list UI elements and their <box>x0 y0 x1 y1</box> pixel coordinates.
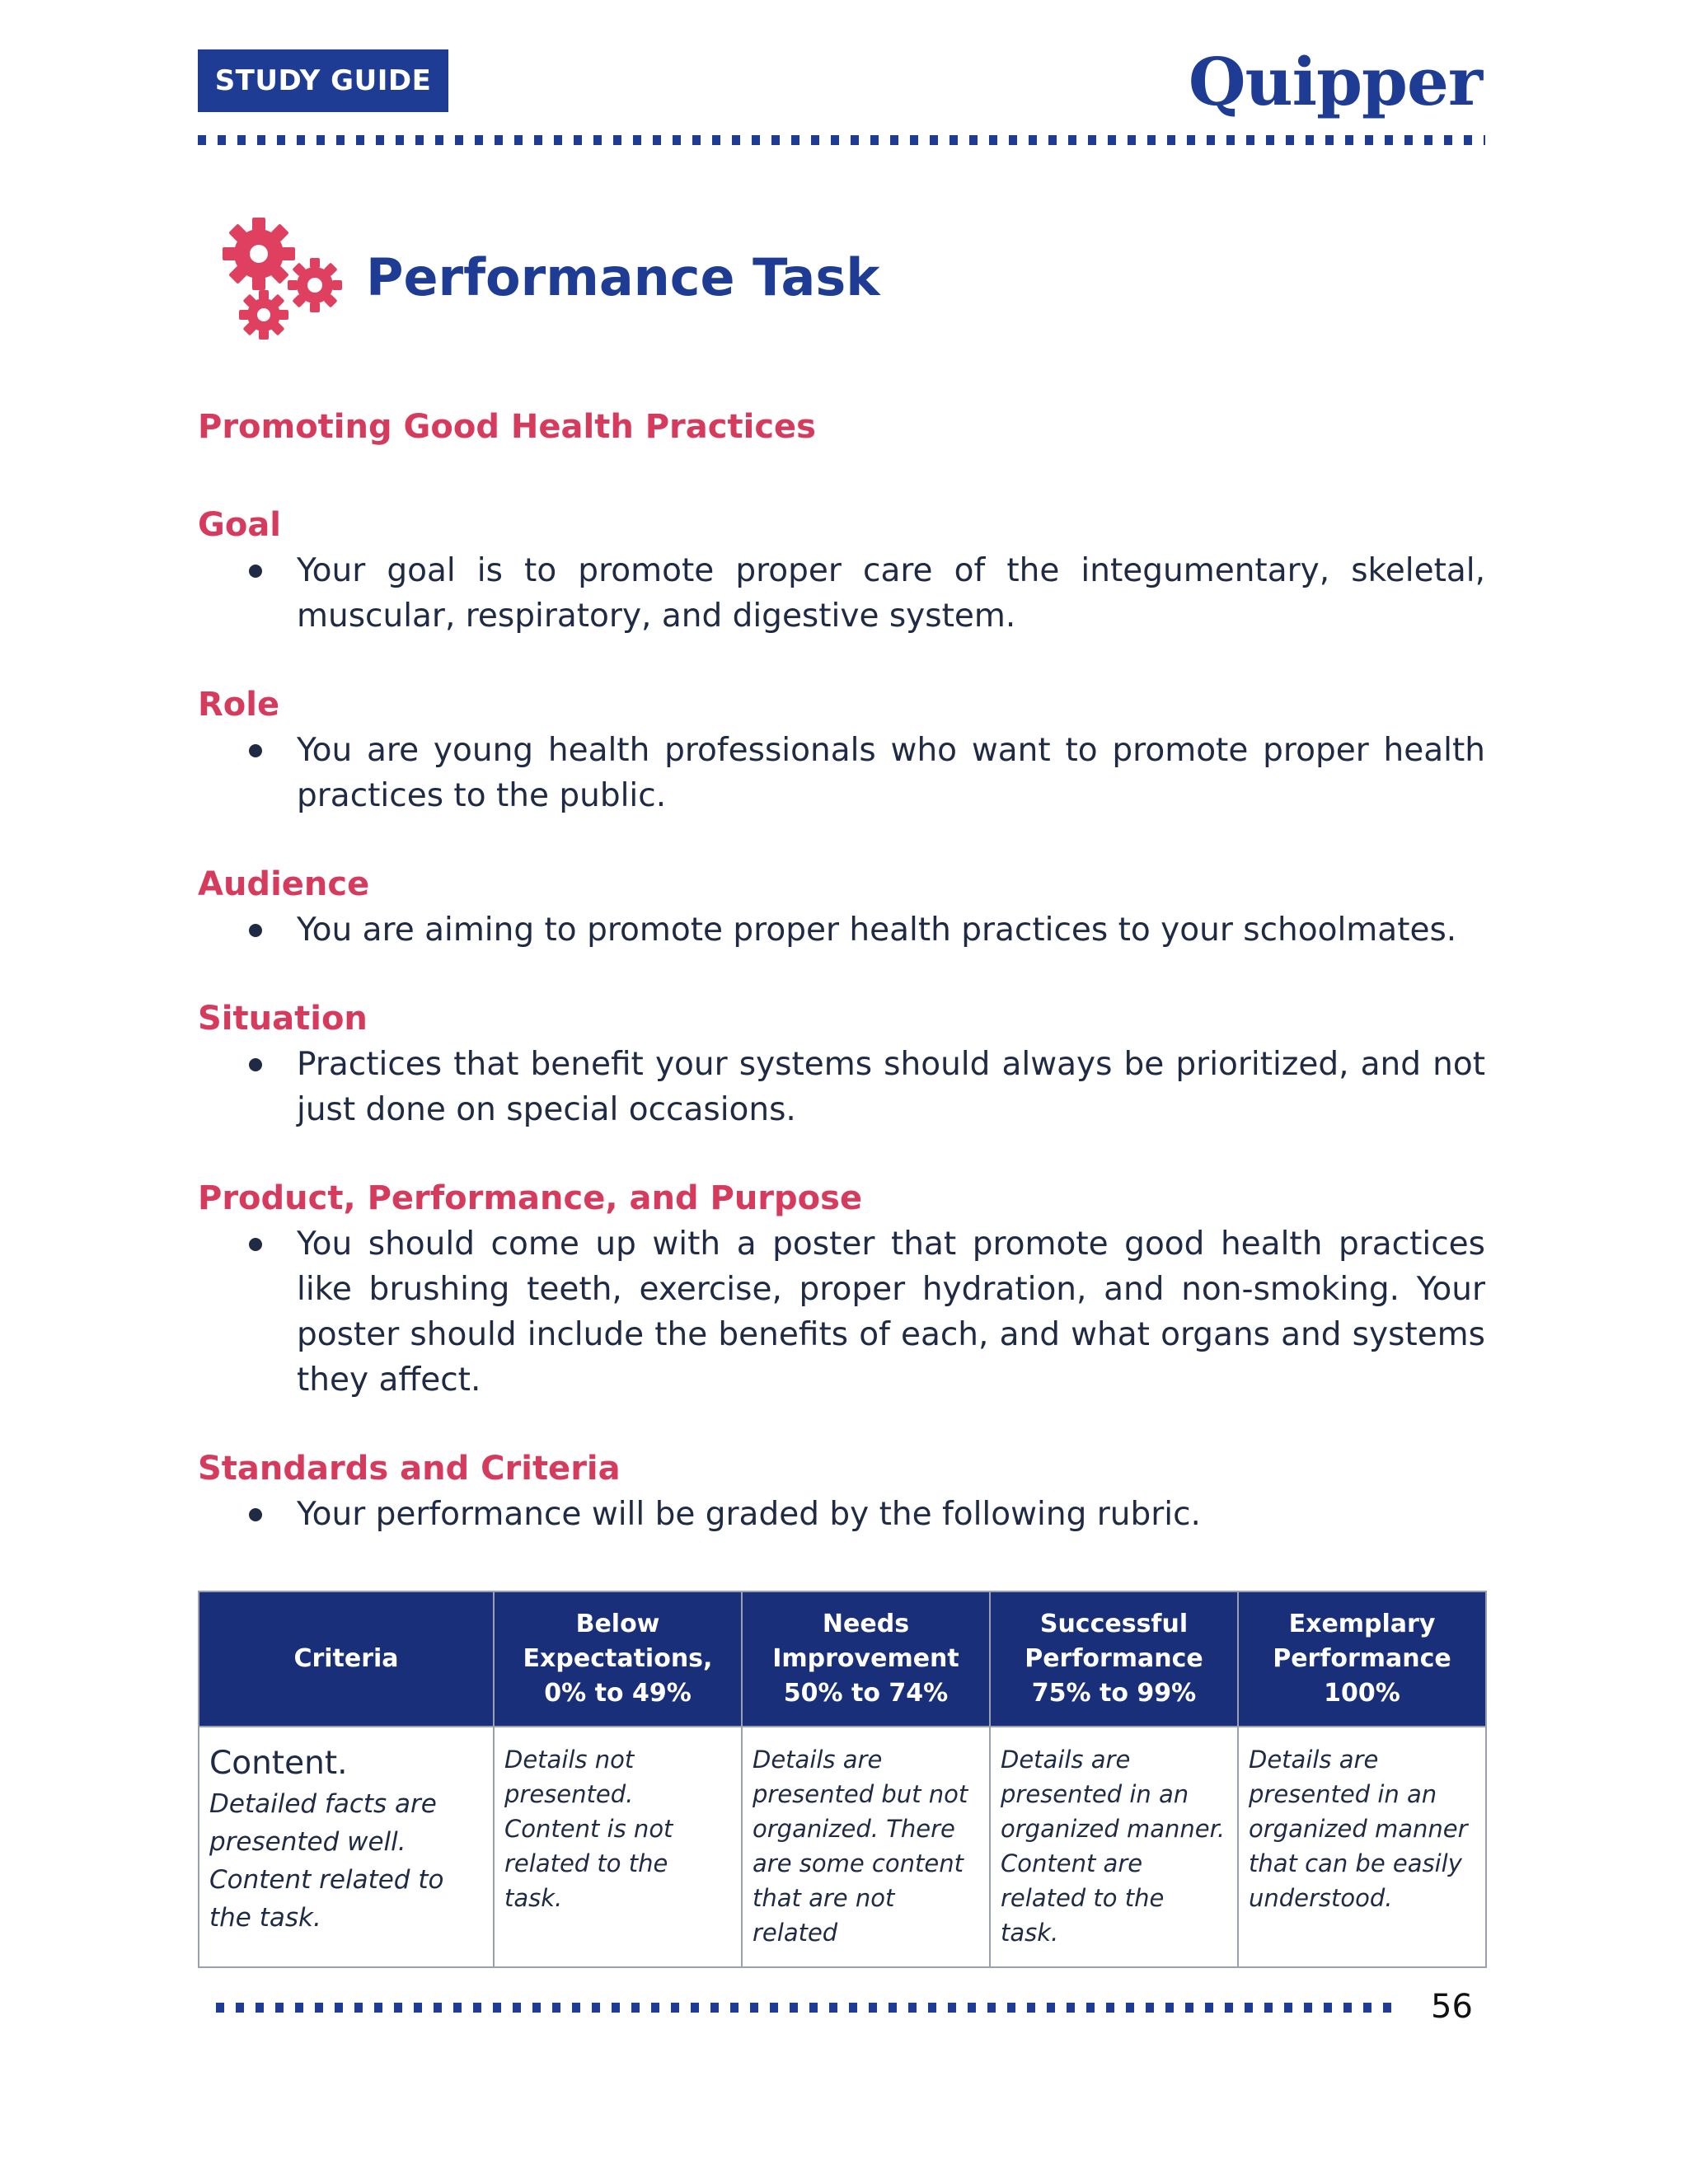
criteria-description: Detailed facts are presented well. Content related to the task. <box>209 1789 444 1933</box>
top-dotted-divider <box>198 135 1485 145</box>
header-line: Performance <box>1273 1644 1451 1673</box>
bottom-dotted-divider <box>216 2003 1403 2013</box>
task-content <box>198 408 1485 1580</box>
header-exemplary-performance <box>1238 1591 1486 1727</box>
header-needs-improvement <box>742 1591 990 1727</box>
goal-list <box>198 548 1485 639</box>
header-line: Expectations, <box>523 1644 713 1673</box>
table-header-row <box>199 1591 1486 1727</box>
criteria-cell <box>199 1727 494 1967</box>
header-line: 50% to 74% <box>783 1679 949 1708</box>
study-guide-badge: STUDY GUIDE <box>198 49 448 112</box>
list-item: Practices that benefit your systems should always be prioritized, and not just done on special occasions. <box>198 1042 1485 1132</box>
header-line: Criteria <box>293 1644 399 1673</box>
header-line: Below <box>575 1610 660 1638</box>
section-heading-standards: Standards and Criteria <box>198 1450 621 1488</box>
header-line: 100% <box>1324 1679 1400 1708</box>
table-cell: Details are presented in an organized manner. Content are related to the task. <box>990 1727 1238 1967</box>
header-line: 75% to 99% <box>1031 1679 1197 1708</box>
list-item: You are young health professionals who want to promote proper health practices to the public. <box>198 728 1485 818</box>
list-item: You should come up with a poster that promote good health practices like brushing teeth, exercise, proper hydration, and non-smoking. Your poster should include the benefits of each, and what organs and systems they affect. <box>198 1221 1485 1403</box>
header-line: Performance <box>1025 1644 1203 1673</box>
rubric-table <box>198 1591 1487 1968</box>
standards-list <box>198 1492 1485 1537</box>
list-item: You are aiming to promote proper health practices to your schoolmates. <box>198 907 1485 953</box>
header-line: Improvement <box>772 1644 959 1673</box>
list-item: Your goal is to promote proper care of the integumentary, skeletal, muscular, respiratory, and digestive system. <box>198 548 1485 639</box>
page-number: 56 <box>1431 1988 1473 2026</box>
product-list <box>198 1221 1485 1403</box>
audience-list <box>198 907 1485 953</box>
section-heading-product: Product, Performance, and Purpose <box>198 1179 863 1217</box>
table-row <box>199 1727 1486 1967</box>
table-cell: Details are presented in an organized manner that can be easily understood. <box>1238 1727 1486 1967</box>
situation-list <box>198 1042 1485 1132</box>
section-heading-role: Role <box>198 686 280 724</box>
section-heading-situation: Situation <box>198 1000 368 1038</box>
section-heading-goal: Goal <box>198 506 282 544</box>
criteria-name: Content. <box>209 1745 348 1782</box>
page-title: Performance Task <box>366 247 880 307</box>
table-cell: Details not presented. Content is not related to the task. <box>494 1727 742 1967</box>
header-line: Exemplary <box>1288 1610 1436 1638</box>
header-below-expectations <box>494 1591 742 1727</box>
header-line: 0% to 49% <box>544 1679 692 1708</box>
table-cell: Details are presented but not organized. There are some content that are not related <box>742 1727 990 1967</box>
header-successful-performance <box>990 1591 1238 1727</box>
header-line: Successful <box>1039 1610 1189 1638</box>
brand-logo: Quipper <box>1188 43 1482 120</box>
task-subtitle: Promoting Good Health Practices <box>198 408 816 446</box>
role-list <box>198 728 1485 818</box>
header-line: Needs <box>822 1610 910 1638</box>
header-criteria <box>199 1591 494 1727</box>
list-item: Your performance will be graded by the following rubric. <box>198 1492 1485 1537</box>
gears-icon <box>211 213 343 344</box>
section-heading-audience: Audience <box>198 865 370 903</box>
